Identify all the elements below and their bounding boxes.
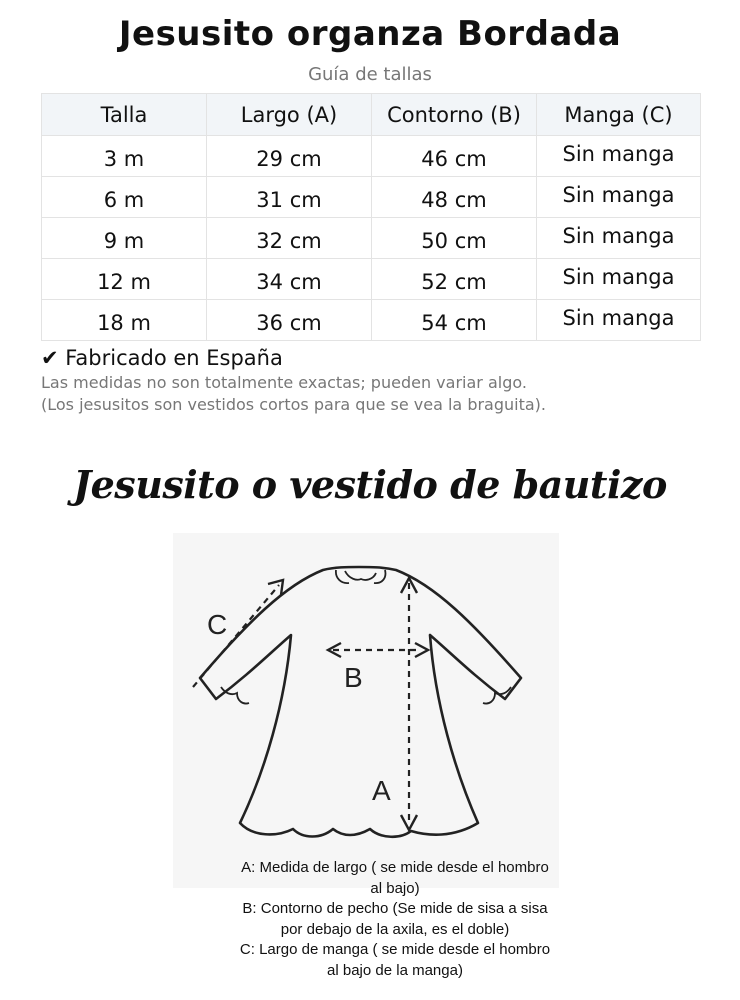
cell-contorno: 52 cm: [372, 259, 537, 300]
size-table: [41, 93, 701, 341]
cell-talla: 12 m: [42, 259, 207, 300]
label-b: B: [344, 662, 363, 693]
short-dress-note: (Los jesusitos son vestidos cortos para que se vea la braguita).: [41, 395, 546, 414]
cell-largo: 34 cm: [207, 259, 372, 300]
cell-talla: 9 m: [42, 218, 207, 259]
cell-contorno: 54 cm: [372, 300, 537, 341]
cell-largo: 36 cm: [207, 300, 372, 341]
legend-c: [200, 940, 590, 981]
legend-c-line1: C: Largo de manga ( se mide desde el hombro: [239, 941, 551, 958]
legend-b: [200, 899, 590, 940]
cell-largo: 29 cm: [207, 136, 372, 177]
made-in-spain-label: ✔ Fabricado en España: [41, 346, 283, 370]
chest-arrow-right-head: [415, 643, 428, 657]
cell-manga: Sin manga: [537, 218, 701, 259]
cell-manga: Sin manga: [537, 177, 701, 218]
page-title: Jesusito organza Bordada: [118, 14, 622, 54]
collar-icon: [336, 570, 386, 583]
cell-manga: Sin manga: [537, 136, 701, 177]
cell-contorno: 50 cm: [372, 218, 537, 259]
table-row: [42, 259, 701, 300]
left-cuff-icon: [221, 687, 249, 704]
legend-a-line1: A: Medida de largo ( se mide desde el hombro: [241, 859, 549, 876]
label-a: A: [372, 775, 391, 806]
table-row: [42, 300, 701, 341]
dress-diagram: [173, 533, 559, 888]
legend-a-line2: al bajo): [370, 879, 420, 897]
measurement-note: Las medidas no son totalmente exactas; pueden variar algo.: [41, 373, 527, 392]
cell-manga: Sin manga: [537, 259, 701, 300]
header-largo: Largo (A): [207, 94, 372, 136]
cell-largo: 32 cm: [207, 218, 372, 259]
page-subtitle: Guía de tallas: [308, 64, 432, 85]
cell-talla: 3 m: [42, 136, 207, 177]
cell-contorno: 46 cm: [372, 136, 537, 177]
legend-b-line1: B: Contorno de pecho (Se mide de sisa a sisa: [242, 900, 548, 917]
cell-largo: 31 cm: [207, 177, 372, 218]
table-row: [42, 136, 701, 177]
cell-talla: 6 m: [42, 177, 207, 218]
table-row: [42, 177, 701, 218]
sleeve-arrow-head: [268, 580, 283, 595]
header-contorno: Contorno (B): [372, 94, 537, 136]
dress-outline: [200, 567, 521, 837]
legend-b-line2: por debajo de la axila, es el doble): [280, 920, 510, 938]
diagram-title: Jesusito o vestido de bautizo: [73, 462, 667, 507]
cell-manga: Sin manga: [537, 300, 701, 341]
table-header-row: [42, 94, 701, 136]
header-talla: Talla: [42, 94, 207, 136]
legend-a: [200, 858, 590, 899]
label-c: C: [207, 609, 228, 640]
cell-talla: 18 m: [42, 300, 207, 341]
legend-c-line2: al bajo de la manga): [327, 961, 463, 979]
header-manga: Manga (C): [537, 94, 701, 136]
cell-contorno: 48 cm: [372, 177, 537, 218]
table-row: [42, 218, 701, 259]
